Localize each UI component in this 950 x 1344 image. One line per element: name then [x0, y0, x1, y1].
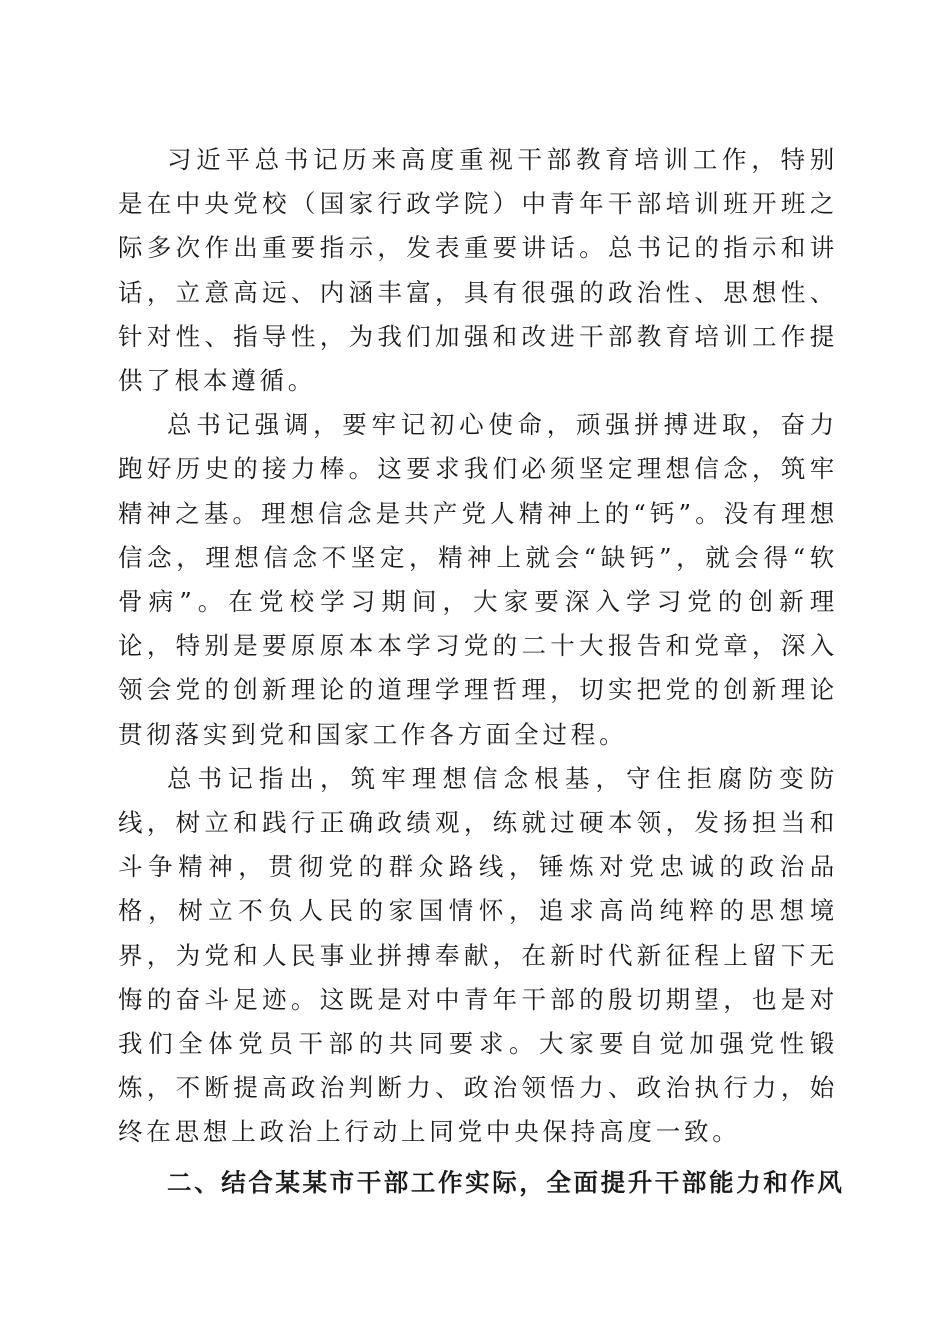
paragraph-1: 习近平总书记历来高度重视干部教育培训工作，特别是在中央党校（国家行政学院）中青年干部培训班开班之际多次作出重要指示，发表重要讲话。总书记的指示和讲话，立意高远、内涵丰富，具有很强的政治性、思想性、针对性、指导性，为我们加强和改进干部教育培训工作提供了根本遵循。 [118, 145, 838, 396]
section-heading: 二、结合某某市干部工作实际，全面提升干部能力和作风 [167, 1167, 845, 1197]
paragraph-2: 总书记强调，要牢记初心使命，顽强拼搏进取，奋力跑好历史的接力棒。这要求我们必须坚定理想信念，筑牢精神之基。理想信念是共产党人精神上的“钙”。没有理想信念，理想信念不坚定，精神上就会“缺钙”，就会得“软骨病”。在党校学习期间，大家要深入学习党的创新理论，特别是要原原本本学习党的二十大报告和党章，深入领会党的创新理论的道理学理哲理，切实把党的创新理论贯彻落实到党和国家工作各方面全过程。 [118, 410, 838, 749]
document-body [118, 138, 845, 1205]
paragraph-3: 总书记指出，筑牢理想信念根基，守住拒腐防变防线，树立和践行正确政绩观，练就过硬本领，发扬担当和斗争精神，贯彻党的群众路线，锤炼对党忠诚的政治品格，树立不负人民的家国情怀，追求高尚纯粹的思想境界，为党和人民事业拼搏奉献，在新时代新征程上留下无悔的奋斗足迹。这既是对中青年干部的殷切期望，也是对我们全体党员干部的共同要求。大家要自觉加强党性锻炼，不断提高政治判断力、政治领悟力、政治执行力，始终在思想上政治上行动上同党中央保持高度一致。 [118, 763, 838, 1147]
